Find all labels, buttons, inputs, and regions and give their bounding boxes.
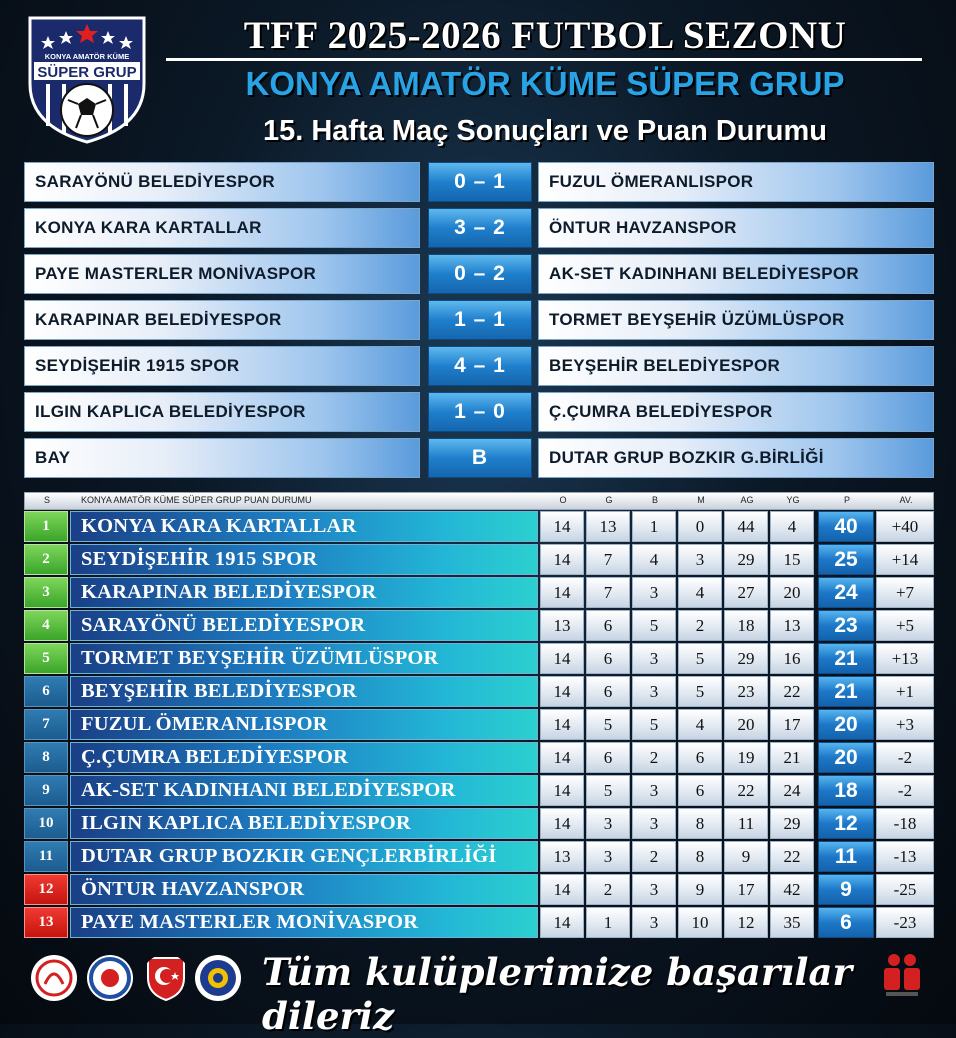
played-cell: 14 — [540, 676, 584, 707]
match-score: 0 – 2 — [428, 254, 532, 294]
standings-row — [24, 774, 934, 807]
tff-emblem-icon — [142, 954, 190, 1002]
won-cell: 2 — [586, 874, 630, 905]
points-cell: 12 — [818, 808, 874, 839]
week-title: 15. Hafta Maç Sonuçları ve Puan Durumu — [262, 115, 828, 147]
goals-against-cell: 22 — [770, 841, 814, 872]
goals-against-cell: 29 — [770, 808, 814, 839]
drawn-cell: 5 — [632, 709, 676, 740]
away-team: ÖNTUR HAVZANSPOR — [538, 208, 934, 248]
drawn-cell: 3 — [632, 907, 676, 938]
points-cell: 24 — [818, 577, 874, 608]
standings-header — [24, 492, 934, 510]
standings-row — [24, 642, 934, 675]
won-cell: 7 — [586, 577, 630, 608]
match-score: B — [428, 438, 532, 478]
home-team: BAY — [24, 438, 420, 478]
goals-for-cell: 9 — [724, 841, 768, 872]
goals-against-cell: 17 — [770, 709, 814, 740]
played-cell: 14 — [540, 544, 584, 575]
played-cell: 13 — [540, 841, 584, 872]
rank-cell: 11 — [24, 841, 68, 872]
goals-against-cell: 22 — [770, 676, 814, 707]
lost-cell: 4 — [678, 709, 722, 740]
goals-for-cell: 27 — [724, 577, 768, 608]
match-row — [24, 160, 934, 206]
played-cell: 14 — [540, 709, 584, 740]
away-team: DUTAR GRUP BOZKIR G.BİRLİĞİ — [538, 438, 934, 478]
team-name: DUTAR GRUP BOZKIR GENÇLERBİRLİĞİ — [70, 841, 538, 872]
won-cell: 7 — [586, 544, 630, 575]
standings-row — [24, 576, 934, 609]
goals-against-cell: 20 — [770, 577, 814, 608]
goals-against-cell: 16 — [770, 643, 814, 674]
team-name: TORMET BEYŞEHİR ÜZÜMLÜSPOR — [70, 643, 538, 674]
rank-cell: 6 — [24, 676, 68, 707]
home-team: PAYE MASTERLER MONİVASPOR — [24, 254, 420, 294]
header-drawn: B — [651, 495, 658, 505]
drawn-cell: 3 — [632, 577, 676, 608]
points-cell: 20 — [818, 742, 874, 773]
rank-cell: 7 — [24, 709, 68, 740]
played-cell: 14 — [540, 742, 584, 773]
rank-cell: 9 — [24, 775, 68, 806]
header-goals-for: AG — [740, 495, 754, 505]
header-points: P — [843, 495, 850, 505]
team-name: KONYA KARA KARTALLAR — [70, 511, 538, 542]
average-cell: +3 — [876, 709, 934, 740]
ministry-emblem-icon — [30, 954, 78, 1002]
lost-cell: 2 — [678, 610, 722, 641]
goals-for-cell: 29 — [724, 643, 768, 674]
match-score: 0 – 1 — [428, 162, 532, 202]
points-cell: 25 — [818, 544, 874, 575]
rank-cell: 4 — [24, 610, 68, 641]
team-name: BEYŞEHİR BELEDİYESPOR — [70, 676, 538, 707]
average-cell: -2 — [876, 775, 934, 806]
average-cell: +13 — [876, 643, 934, 674]
lost-cell: 9 — [678, 874, 722, 905]
header-lost: M — [697, 495, 705, 505]
lost-cell: 4 — [678, 577, 722, 608]
lost-cell: 10 — [678, 907, 722, 938]
average-cell: -2 — [876, 742, 934, 773]
played-cell: 14 — [540, 775, 584, 806]
rank-cell: 12 — [24, 874, 68, 905]
average-cell: -23 — [876, 907, 934, 938]
standings-row — [24, 675, 934, 708]
drawn-cell: 3 — [632, 808, 676, 839]
points-cell: 18 — [818, 775, 874, 806]
club-association-emblem-icon — [194, 954, 242, 1002]
lost-cell: 3 — [678, 544, 722, 575]
header-title: KONYA AMATÖR KÜME SÜPER GRUP PUAN DURUMU — [81, 495, 312, 505]
header-goals-against: YG — [786, 495, 800, 505]
league-logo — [26, 14, 148, 144]
away-team: Ç.ÇUMRA BELEDİYESPOR — [538, 392, 934, 432]
points-cell: 21 — [818, 643, 874, 674]
points-cell: 9 — [818, 874, 874, 905]
standings-row — [24, 543, 934, 576]
team-name: ILGIN KAPLICA BELEDİYESPOR — [70, 808, 538, 839]
standings-row — [24, 873, 934, 906]
average-cell: +7 — [876, 577, 934, 608]
drawn-cell: 3 — [632, 775, 676, 806]
lost-cell: 5 — [678, 676, 722, 707]
won-cell: 3 — [586, 808, 630, 839]
title-divider — [166, 58, 922, 61]
goals-for-cell: 44 — [724, 511, 768, 542]
drawn-cell: 3 — [632, 643, 676, 674]
lost-cell: 8 — [678, 808, 722, 839]
average-cell: +1 — [876, 676, 934, 707]
standings-row — [24, 510, 934, 543]
drawn-cell: 1 — [632, 511, 676, 542]
team-name: PAYE MASTERLER MONİVASPOR — [70, 907, 538, 938]
brand-mark-icon — [880, 950, 924, 1000]
away-team: BEYŞEHİR BELEDİYESPOR — [538, 346, 934, 386]
header-average: AV. — [899, 495, 913, 505]
away-team: AK-SET KADINHANI BELEDİYESPOR — [538, 254, 934, 294]
goals-against-cell: 42 — [770, 874, 814, 905]
won-cell: 6 — [586, 643, 630, 674]
standings-row — [24, 906, 934, 939]
won-cell: 13 — [586, 511, 630, 542]
lost-cell: 6 — [678, 775, 722, 806]
played-cell: 13 — [540, 610, 584, 641]
points-cell: 23 — [818, 610, 874, 641]
goals-against-cell: 4 — [770, 511, 814, 542]
drawn-cell: 2 — [632, 742, 676, 773]
goals-against-cell: 35 — [770, 907, 814, 938]
standings-row — [24, 840, 934, 873]
league-shield-icon — [26, 14, 148, 144]
average-cell: -25 — [876, 874, 934, 905]
drawn-cell: 3 — [632, 874, 676, 905]
drawn-cell: 3 — [632, 676, 676, 707]
match-row — [24, 252, 934, 298]
match-row — [24, 206, 934, 252]
rank-cell: 5 — [24, 643, 68, 674]
standings-table — [24, 492, 934, 939]
goals-for-cell: 19 — [724, 742, 768, 773]
home-team: SARAYÖNÜ BELEDİYESPOR — [24, 162, 420, 202]
goals-for-cell: 18 — [724, 610, 768, 641]
home-team: SEYDİŞEHİR 1915 SPOR — [24, 346, 420, 386]
standings-row — [24, 807, 934, 840]
average-cell: +14 — [876, 544, 934, 575]
played-cell: 14 — [540, 577, 584, 608]
standings-row — [24, 609, 934, 642]
rank-cell: 3 — [24, 577, 68, 608]
away-team: FUZUL ÖMERANLISPOR — [538, 162, 934, 202]
average-cell: -13 — [876, 841, 934, 872]
points-cell: 20 — [818, 709, 874, 740]
standings-row — [24, 741, 934, 774]
match-score: 1 – 0 — [428, 392, 532, 432]
league-subtitle: KONYA AMATÖR KÜME SÜPER GRUP — [245, 65, 845, 102]
goals-for-cell: 22 — [724, 775, 768, 806]
rank-cell: 10 — [24, 808, 68, 839]
won-cell: 6 — [586, 610, 630, 641]
match-score: 3 – 2 — [428, 208, 532, 248]
goals-against-cell: 13 — [770, 610, 814, 641]
rank-cell: 8 — [24, 742, 68, 773]
standings-row — [24, 708, 934, 741]
goals-for-cell: 20 — [724, 709, 768, 740]
home-team: KONYA KARA KARTALLAR — [24, 208, 420, 248]
points-cell: 11 — [818, 841, 874, 872]
svg-text:KONYA AMATÖR KÜME: KONYA AMATÖR KÜME — [44, 52, 130, 61]
goals-for-cell: 29 — [724, 544, 768, 575]
goals-against-cell: 24 — [770, 775, 814, 806]
away-team: TORMET BEYŞEHİR ÜZÜMLÜSPOR — [538, 300, 934, 340]
played-cell: 14 — [540, 643, 584, 674]
points-cell: 40 — [818, 511, 874, 542]
team-name: AK-SET KADINHANI BELEDİYESPOR — [70, 775, 538, 806]
played-cell: 14 — [540, 874, 584, 905]
points-cell: 6 — [818, 907, 874, 938]
goals-for-cell: 17 — [724, 874, 768, 905]
won-cell: 3 — [586, 841, 630, 872]
home-team: KARAPINAR BELEDİYESPOR — [24, 300, 420, 340]
team-name: KARAPINAR BELEDİYESPOR — [70, 577, 538, 608]
played-cell: 14 — [540, 808, 584, 839]
team-name: Ç.ÇUMRA BELEDİYESPOR — [70, 742, 538, 773]
drawn-cell: 2 — [632, 841, 676, 872]
won-cell: 5 — [586, 775, 630, 806]
season-title: TFF 2025-2026 FUTBOL SEZONU — [243, 14, 847, 57]
lost-cell: 8 — [678, 841, 722, 872]
average-cell: +5 — [876, 610, 934, 641]
played-cell: 14 — [540, 907, 584, 938]
lost-cell: 6 — [678, 742, 722, 773]
lost-cell: 5 — [678, 643, 722, 674]
drawn-cell: 4 — [632, 544, 676, 575]
footer-message: Tüm kulüplerimize başarılar dileriz — [262, 950, 852, 1038]
match-row — [24, 436, 934, 482]
played-cell: 14 — [540, 511, 584, 542]
goals-against-cell: 21 — [770, 742, 814, 773]
average-cell: +40 — [876, 511, 934, 542]
goals-against-cell: 15 — [770, 544, 814, 575]
average-cell: -18 — [876, 808, 934, 839]
won-cell: 6 — [586, 676, 630, 707]
won-cell: 1 — [586, 907, 630, 938]
drawn-cell: 5 — [632, 610, 676, 641]
rank-cell: 13 — [24, 907, 68, 938]
goals-for-cell: 11 — [724, 808, 768, 839]
standings-body — [24, 510, 934, 939]
match-row — [24, 390, 934, 436]
won-cell: 5 — [586, 709, 630, 740]
header-won: G — [605, 495, 613, 505]
federation-emblem-icon — [86, 954, 134, 1002]
match-row — [24, 298, 934, 344]
match-results — [24, 160, 934, 482]
home-team: ILGIN KAPLICA BELEDİYESPOR — [24, 392, 420, 432]
match-score: 1 – 1 — [428, 300, 532, 340]
team-name: SEYDİŞEHİR 1915 SPOR — [70, 544, 538, 575]
team-name: SARAYÖNÜ BELEDİYESPOR — [70, 610, 538, 641]
rank-cell: 1 — [24, 511, 68, 542]
won-cell: 6 — [586, 742, 630, 773]
team-name: FUZUL ÖMERANLISPOR — [70, 709, 538, 740]
team-name: ÖNTUR HAVZANSPOR — [70, 874, 538, 905]
goals-for-cell: 12 — [724, 907, 768, 938]
match-score: 4 – 1 — [428, 346, 532, 386]
match-row — [24, 344, 934, 390]
rank-cell: 2 — [24, 544, 68, 575]
lost-cell: 0 — [678, 511, 722, 542]
svg-text:SÜPER GRUP: SÜPER GRUP — [37, 64, 137, 81]
header-rank: S — [43, 495, 50, 505]
header-played: O — [559, 495, 567, 505]
points-cell: 21 — [818, 676, 874, 707]
goals-for-cell: 23 — [724, 676, 768, 707]
